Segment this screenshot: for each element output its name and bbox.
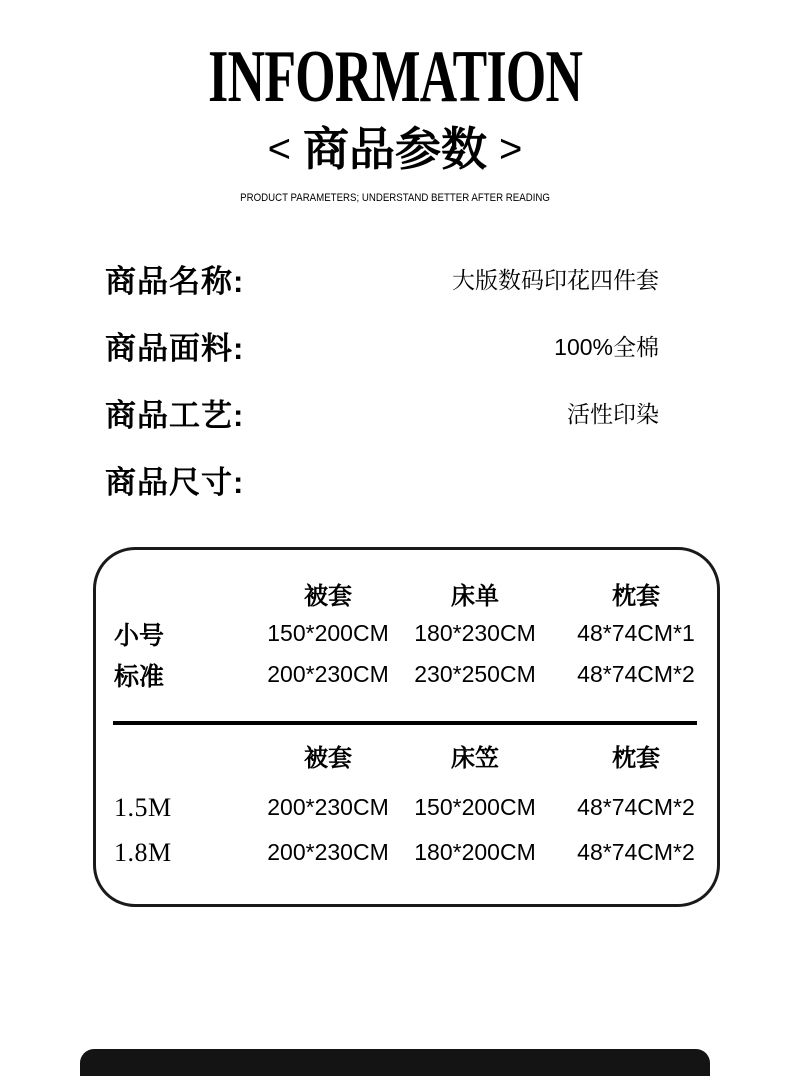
row-label-small: 小号 [114, 621, 165, 650]
column-header-fitted-sheet: 床笠 [451, 745, 499, 773]
column-header-duvet-cover: 被套 [304, 583, 352, 611]
tagline [0, 192, 790, 205]
cell-value: 48*74CM*1 [577, 620, 695, 647]
left-angle-bracket: < [267, 127, 291, 171]
cell-value: 180*230CM [414, 620, 536, 647]
attribute-list [105, 258, 659, 501]
table-row [96, 790, 717, 826]
table-divider [113, 721, 697, 725]
table-row [96, 616, 717, 652]
section-title [0, 124, 790, 175]
table-row [96, 657, 717, 693]
attribute-label: 商品尺寸: [105, 465, 245, 501]
attribute-label: 商品工艺: [105, 398, 245, 434]
attribute-label: 商品名称: [105, 264, 245, 300]
cell-value: 150*200CM [267, 620, 389, 647]
cell-value: 48*74CM*2 [577, 794, 695, 821]
size-table-header-row [96, 738, 717, 774]
size-table-card [93, 547, 720, 907]
column-header-pillowcase: 枕套 [612, 583, 660, 611]
right-angle-bracket: > [499, 127, 523, 171]
page-title [0, 36, 790, 118]
row-label-1-8m: 1.8M [114, 837, 172, 867]
cell-value: 48*74CM*2 [577, 839, 695, 866]
attribute-label: 商品面料: [105, 331, 245, 367]
product-parameters-page [0, 36, 790, 907]
tagline-text: PRODUCT PARAMETERS; UNDERSTAND BETTER AFTER READING [240, 191, 550, 204]
attribute-value: 活性印染 [567, 401, 659, 428]
column-header-pillowcase: 枕套 [612, 745, 660, 773]
row-label-1-5m: 1.5M [114, 792, 172, 822]
cell-value: 230*250CM [414, 661, 536, 688]
cell-value: 200*230CM [267, 794, 389, 821]
cell-value: 180*200CM [414, 839, 536, 866]
cell-value: 200*230CM [267, 839, 389, 866]
section-title-text: 商品参数 [303, 123, 487, 175]
row-label-standard: 标准 [114, 662, 165, 691]
page-title-text: INFORMATION [207, 36, 583, 118]
cell-value: 150*200CM [414, 794, 536, 821]
attribute-row-fabric [105, 325, 659, 367]
cell-value: 200*230CM [267, 661, 389, 688]
attribute-value: 100%全棉 [554, 334, 659, 361]
attribute-row-size [105, 459, 659, 501]
size-table-header-row [96, 576, 717, 612]
table-row [96, 835, 717, 871]
column-header-bed-sheet: 床单 [451, 583, 499, 611]
column-header-duvet-cover: 被套 [304, 745, 352, 773]
attribute-value: 大版数码印花四件套 [452, 267, 659, 294]
next-section-card-top [80, 1049, 710, 1076]
attribute-row-craft [105, 392, 659, 434]
cell-value: 48*74CM*2 [577, 661, 695, 688]
attribute-row-name [105, 258, 659, 300]
